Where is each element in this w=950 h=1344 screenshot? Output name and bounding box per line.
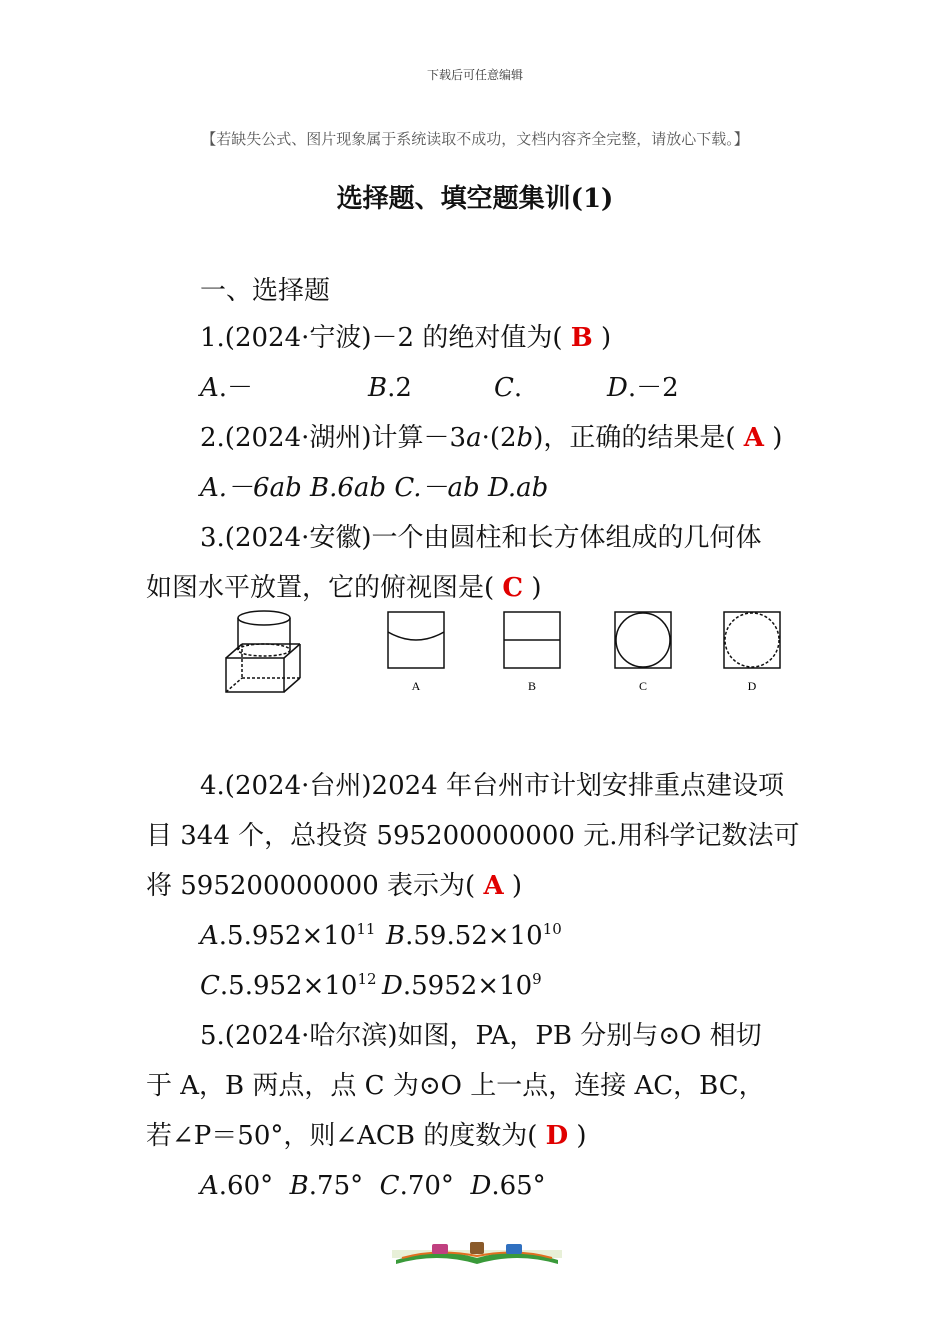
- question-4-option-c: $C.5.952\times 10^{12}$: [200, 970, 377, 1001]
- question-1-stem: 1.(2024·宁波)－2 的绝对值为( B ): [200, 323, 612, 353]
- question-2-options: A.－6ab B.6ab C.－ab D.ab: [200, 473, 549, 503]
- figure-label-c: C: [638, 679, 648, 693]
- missing-formula-notice: 【若缺失公式、图片现象属于系统读取不成功，文档内容齐全完整，请放心下载。】: [201, 130, 749, 148]
- question-5-stem-line3: 若∠P＝50°，则∠ACB 的度数为( D ): [146, 1121, 587, 1151]
- figure-label-a: A: [411, 679, 421, 693]
- question-1-option-a: A.－: [200, 373, 254, 403]
- question-4-option-b: $B.59.52\times 10^{10}$: [386, 920, 562, 951]
- question-2-stem: 2.(2024·湖州)计算－3a·(2b)，正确的结果是( A ): [200, 423, 783, 453]
- section-heading: 一、选择题: [200, 276, 331, 306]
- question-4-stem-line1: 4.(2024·台州)2024 年台州市计划安排重点建设项: [200, 771, 784, 801]
- footer-book-logo: [392, 1240, 562, 1266]
- question-3-figure: [222, 608, 792, 700]
- answer-2: A: [743, 423, 764, 453]
- question-1-option-d: D.－2: [607, 373, 679, 403]
- question-4-option-d: $D.5952\times 10^9$: [382, 970, 542, 1001]
- page-title: 选择题、填空题集训(1): [336, 184, 614, 214]
- answer-4: A: [483, 871, 504, 901]
- question-1-option-c: C.: [494, 373, 523, 403]
- question-3-stem-line2: 如图水平放置，它的俯视图是( C ): [146, 573, 542, 603]
- option-d-view: [724, 612, 780, 668]
- figure-label-d: D: [747, 679, 757, 693]
- question-4-stem-line2: 目 344 个，总投资 595200000000 元.用科学记数法可: [146, 821, 800, 851]
- figure-label-b: B: [527, 679, 537, 693]
- question-3-stem-line1: 3.(2024·安徽)一个由圆柱和长方体组成的几何体: [200, 523, 762, 553]
- question-5-stem-line1: 5.(2024·哈尔滨)如图，PA，PB 分别与⊙O 相切: [200, 1021, 762, 1051]
- solid-figure: [226, 611, 300, 692]
- top-note: 下载后可任意编辑: [426, 68, 523, 82]
- answer-1: B: [570, 323, 593, 353]
- option-c-view: [615, 612, 671, 668]
- question-4-stem-line3: 将 595200000000 表示为( A ): [146, 871, 523, 901]
- option-b-view: [504, 612, 560, 668]
- question-5-stem-line2: 于 A，B 两点，点 C 为⊙O 上一点，连接 AC，BC，: [146, 1071, 765, 1101]
- question-1-option-b: B.2: [368, 373, 412, 403]
- question-4-option-a: $A.5.952\times 10^{11}$: [200, 920, 376, 951]
- answer-5: D: [545, 1121, 569, 1151]
- option-a-view: [388, 612, 444, 668]
- question-5-options: A.60° B.75° C.70° D.65°: [200, 1171, 546, 1201]
- answer-3: C: [502, 573, 524, 603]
